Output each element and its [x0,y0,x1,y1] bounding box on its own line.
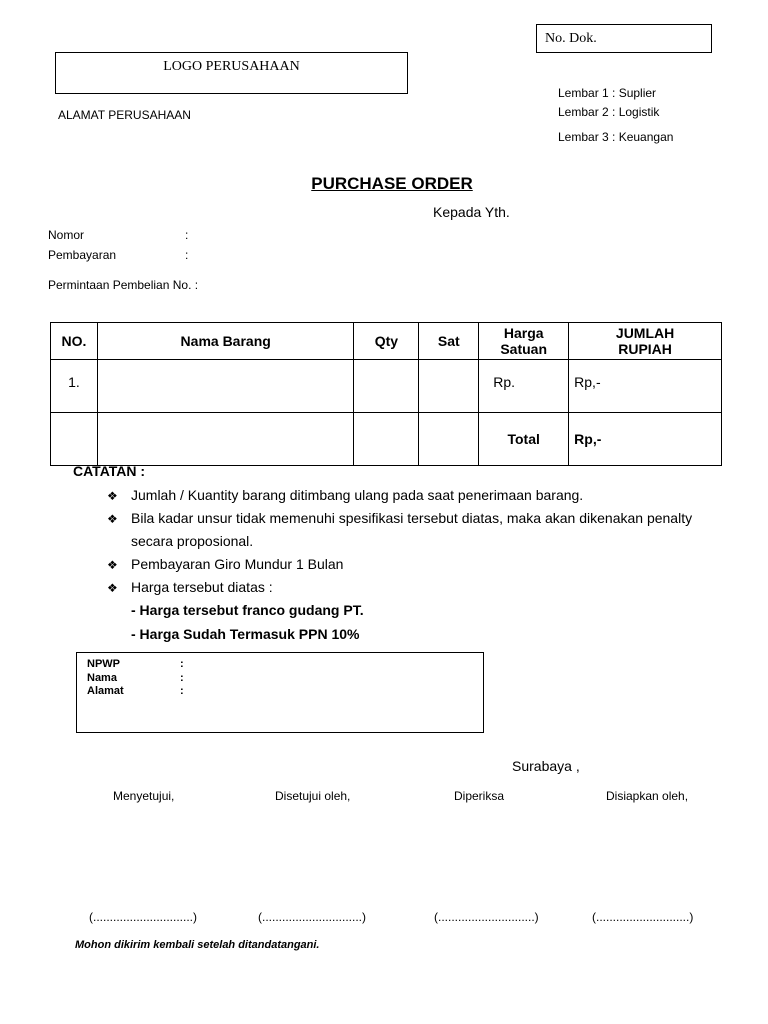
price-note-franco: - Harga tersebut franco gudang PT. [131,602,364,618]
copy-sheet-1: Lembar 1 : Suplier [558,86,657,100]
signature-role-prepared-by: Disiapkan oleh, [606,789,689,803]
header-item-name: Nama Barang [97,323,354,360]
qty-cell [354,360,419,413]
bullet-icon: ❖ [107,581,118,595]
row-number: 1. [68,374,80,390]
signature-role-approved-by: Disetujui oleh, [275,789,351,803]
note-item: Harga tersebut diatas : [131,579,273,595]
note-item-continued: secara proposional. [131,533,254,549]
unit-price-value: Rp. [493,374,516,390]
company-logo-label: LOGO PERUSAHAAN [163,59,300,74]
header-unit-price: Harga Satuan [479,323,569,360]
note-item: Pembayaran Giro Mundur 1 Bulan [131,556,344,572]
recipient-label: Kepada Yth. [433,204,510,220]
table-row [51,360,722,413]
amount-value: Rp,- [574,374,601,390]
address-colon: : [180,685,184,697]
header-no: NO. [51,323,98,360]
total-row [51,413,722,466]
nomor-colon: : [185,228,189,242]
price-note-ppn: - Harga Sudah Termasuk PPN 10% [131,626,360,642]
note-item: Bila kadar unsur tidak memenuhi spesifikasi tersebut diatas, maka akan dikenakan penalty [131,510,693,526]
bullet-icon: ❖ [107,512,118,526]
bullet-icon: ❖ [107,489,118,503]
bullet-icon: ❖ [107,558,118,572]
copy-sheet-3: Lembar 3 : Keuangan [558,130,674,144]
document-number-box [536,24,712,53]
note-item: Jumlah / Kuantity barang ditimbang ulang pada saat penerimaan barang. [131,487,584,503]
signature-role-approve: Menyetujui, [113,789,175,803]
city-date-label: Surabaya , [512,758,580,774]
page-title: PURCHASE ORDER [311,174,473,193]
signature-line: (.............................) [434,910,539,924]
company-logo-box [55,52,408,94]
name-colon: : [180,672,184,684]
document-number-label: No. Dok. [545,31,597,46]
order-table [50,322,722,466]
name-label: Nama [87,672,117,684]
signature-line: (..............................) [89,910,198,924]
footer-note: Mohon dikirim kembali setelah ditandatangani. [75,939,320,951]
unit-cell [419,360,479,413]
tax-info-box [76,652,484,733]
item-name-cell [97,360,354,413]
table-header-row [51,323,722,360]
address-label: Alamat [87,685,124,697]
total-value: Rp,- [569,413,722,466]
company-address: ALAMAT PERUSAHAAN [58,108,191,122]
header-total-rupiah: JUMLAH RUPIAH [569,323,722,360]
copy-sheet-2: Lembar 2 : Logistik [558,105,660,119]
npwp-label: NPWP [87,658,120,670]
pembayaran-label: Pembayaran [48,248,117,262]
signature-line: (............................) [592,910,694,924]
signature-line: (..............................) [258,910,367,924]
header-unit: Sat [419,323,479,360]
purchase-request-label: Permintaan Pembelian No. : [48,278,199,292]
notes-heading: CATATAN : [73,463,146,479]
pembayaran-colon: : [185,248,189,262]
signature-role-checked: Diperiksa [454,789,505,803]
npwp-colon: : [180,658,184,670]
header-qty: Qty [354,323,419,360]
nomor-label: Nomor [48,228,85,242]
total-label: Total [479,413,569,466]
